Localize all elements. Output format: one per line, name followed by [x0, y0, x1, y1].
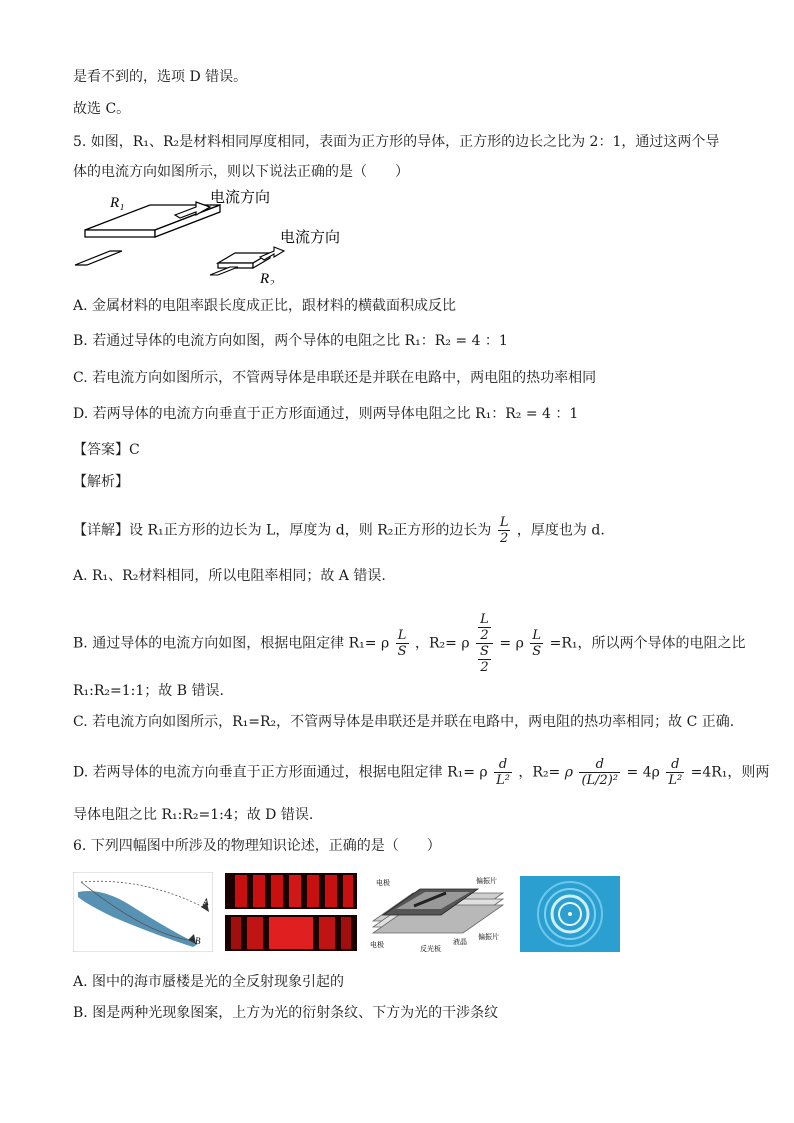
arrow2-label: 电流方向 — [280, 228, 341, 246]
detail-pD — [73, 757, 769, 788]
fraction-d-over-L2 — [494, 757, 512, 788]
frac-num: S — [480, 644, 489, 659]
r1-conductor — [75, 202, 220, 265]
pD-post: =4R₁，则两 — [690, 764, 770, 781]
frac-num: L — [397, 628, 407, 643]
answer-tag: 【答案】 — [73, 442, 129, 458]
fraction-L-over-S-2 — [530, 628, 543, 659]
q5-conductor-figure — [70, 185, 370, 285]
lcd-reflector: 反光板 — [420, 945, 441, 953]
detail-pB-cont: R₁:R₂=1:1；故 B 错误. — [73, 683, 224, 699]
pD-pre: D. 若两导体的电流方向垂直于正方形面通过，根据电阻定律 R₁= ρ — [73, 764, 488, 781]
q6-option-a: A. 图中的海市蜃楼是光的全反射现象引起的 — [73, 974, 345, 990]
lcd-figure — [368, 873, 508, 953]
fraction-L-over-2 — [478, 612, 491, 643]
frac-den: 2 — [480, 660, 489, 675]
q5-answer-line — [73, 440, 140, 460]
detail-p1 — [73, 515, 605, 546]
frac-den: 2 — [500, 531, 509, 546]
frac-den: L² — [496, 773, 510, 788]
q5-option-a: A. 金属材料的电阻率跟长度成正比，跟材料的横截面积成反比 — [73, 298, 457, 314]
mirage-label-b: B — [195, 936, 201, 946]
arrow1-label: 电流方向 — [210, 188, 271, 206]
frac-num: L — [499, 515, 509, 530]
answer-value: C — [129, 442, 140, 458]
pB-mid2: = ρ — [499, 635, 524, 652]
ring-pattern-figure — [520, 876, 620, 952]
frac-den: S — [532, 644, 542, 659]
frac-num: d — [498, 757, 508, 772]
fringes-figure — [225, 873, 357, 951]
pD-eq: = 4ρ — [626, 764, 660, 781]
pB-pre: B. 通过导体的电流方向如图，根据电阻定律 R₁= ρ — [73, 635, 390, 652]
fraction-L-over-S — [396, 628, 409, 659]
prev-line-1: 是看不到的，选项 D 错误。 — [73, 69, 248, 85]
mirage-label-a: A — [203, 897, 209, 907]
r2-label: R₂ — [260, 271, 275, 285]
fraction-d-over-L2-half — [579, 757, 620, 788]
pD-rho: ρ — [564, 764, 573, 781]
prev-line-2: 故选 C。 — [73, 101, 131, 117]
q6-option-b: B. 图是两种光现象图案，上方为光的衍射条纹、下方为光的干涉条纹 — [73, 1005, 499, 1021]
detail-p1-text: 【详解】设 R₁正方形的边长为 L，厚度为 d，则 R₂正方形的边长为 — [73, 522, 492, 539]
q6-stem: 6. 下列四幅图中所涉及的物理知识论述，正确的是（ ） — [73, 838, 441, 854]
detail-pA: A. R₁、R₂材料相同，所以电阻率相同；故 A 错误. — [73, 568, 386, 584]
mirage-figure — [73, 872, 213, 952]
frac-den: S — [397, 644, 407, 659]
lcd-electrode-bottom: 电极 — [370, 941, 384, 949]
frac-den: 2 — [480, 628, 489, 643]
frac-num: L — [532, 628, 542, 643]
fraction-S-over-2 — [478, 644, 491, 675]
frac-den: (L/2)² — [581, 773, 619, 788]
q5-option-b: B. 若通过导体的电流方向如图，两个导体的电阻之比 R₁：R₂ = 4 ：1 — [73, 333, 508, 349]
analysis-tag: 【解析】 — [73, 474, 129, 490]
compound-fraction — [476, 612, 493, 675]
pD-mid: ，R₂= — [518, 764, 561, 781]
r1-label: R₁ — [110, 195, 125, 211]
lcd-polarizer-top: 偏振片 — [476, 877, 497, 885]
fraction-L-over-2 — [498, 515, 511, 546]
q5-option-c: C. 若电流方向如图所示，不管两导体是串联还是并联在电路中，两电阻的热功率相同 — [73, 370, 597, 386]
fraction-d-over-L2-b — [666, 757, 684, 788]
detail-pB — [73, 612, 746, 675]
detail-pC: C. 若电流方向如图所示，R₁=R₂，不管两导体是串联还是并联在电路中，两电阻的热功率相同；故 C 正确. — [73, 714, 735, 730]
lcd-polarizer-bottom: 偏振片 — [478, 933, 499, 941]
pB-mid1: ，R₂= ρ — [415, 635, 470, 652]
lcd-electrode-top: 电极 — [376, 879, 390, 887]
pB-post: =R₁，所以两个导体的电阻之比 — [549, 635, 746, 652]
lcd-liquid-crystal: 液晶 — [453, 938, 467, 946]
frac-den: L² — [668, 773, 683, 788]
q5-option-d: D. 若两导体的电流方向垂直于正方形面通过，则两导体电阻之比 R₁：R₂ = 4 ：1 — [73, 406, 579, 422]
q5-stem-line-2: 体的电流方向如图所示，则以下说法正确的是（ ） — [73, 164, 409, 180]
frac-num: L — [480, 612, 489, 627]
q5-stem-line-1: 5. 如图，R₁、R₂是材料相同厚度相同，表面为正方形的导体，正方形的边长之比为 2：1，通过这两个导 — [73, 134, 720, 150]
detail-pD-cont: 导体电阻之比 R₁:R₂=1:4；故 D 错误. — [73, 807, 314, 823]
frac-num: d — [671, 757, 680, 772]
detail-p1-post: ，厚度也为 d. — [516, 522, 605, 539]
frac-num: d — [595, 757, 604, 772]
